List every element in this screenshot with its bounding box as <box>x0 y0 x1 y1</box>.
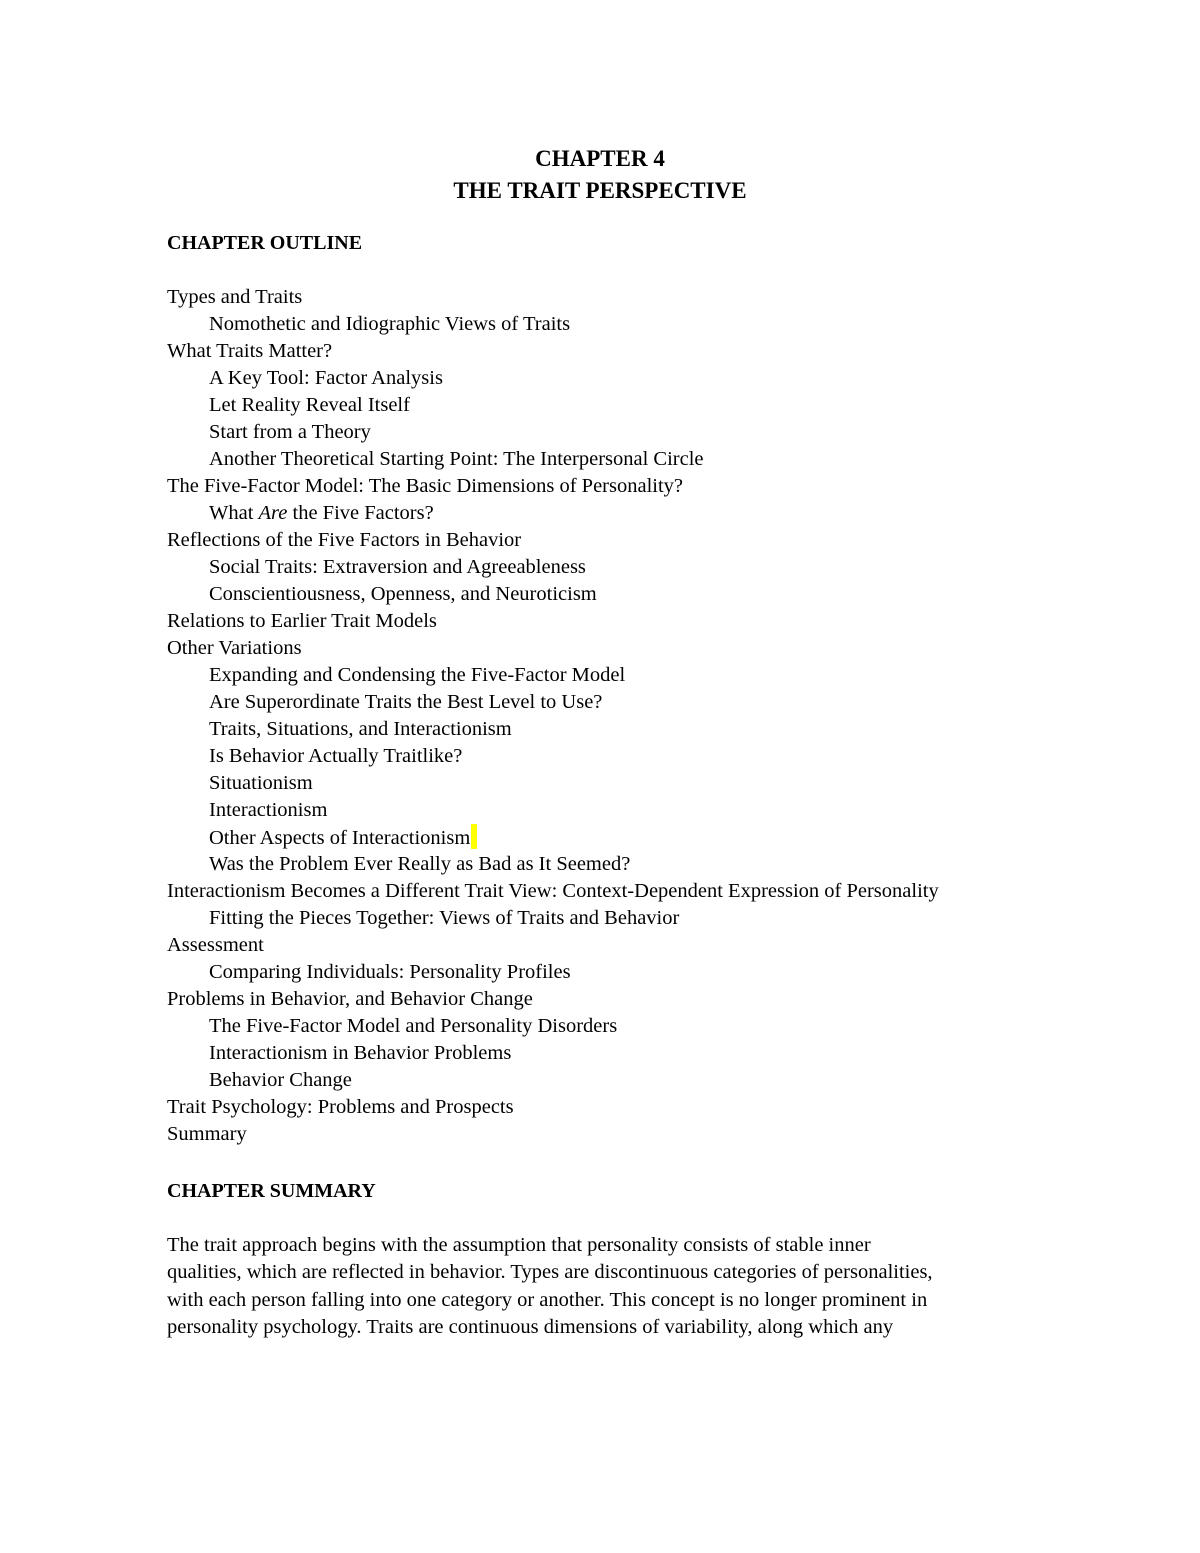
outline-subitem <box>167 554 1167 581</box>
outline-subitem <box>167 716 1167 743</box>
outline-subitem <box>167 500 1167 527</box>
outline-item <box>167 338 1167 365</box>
outline-subitem <box>167 689 1167 716</box>
outline-subitem <box>167 1040 1167 1067</box>
outline-item <box>167 473 1167 500</box>
outline-subitem <box>167 581 1167 608</box>
summary-heading: CHAPTER SUMMARY <box>167 1180 376 1202</box>
outline-subitem <box>167 743 1167 770</box>
outline-item-text: Summary <box>167 1123 247 1145</box>
outline-item-text: Another Theoretical Starting Point: The Interpersonal Circle <box>209 448 704 470</box>
outline-item <box>167 932 1167 959</box>
outline-item-text: Expanding and Condensing the Five-Factor Model <box>209 664 626 686</box>
outline-subitem <box>167 851 1167 878</box>
outline-item-text: Let Reality Reveal Itself <box>209 394 410 416</box>
outline-item-text: What Traits Matter? <box>167 340 333 362</box>
outline-item-text: Was the Problem Ever Really as Bad as It Seemed? <box>209 853 631 875</box>
outline-item <box>167 527 1167 554</box>
outline-item-text: Assessment <box>167 934 264 956</box>
outline-item-text: The Five-Factor Model: The Basic Dimensions of Personality? <box>167 475 684 497</box>
outline-subitem <box>167 365 1167 392</box>
summary-line: qualities, which are reflected in behavior. Types are discontinuous categories of personalities, <box>167 1261 933 1284</box>
outline-item-text: Social Traits: Extraversion and Agreeableness <box>209 556 586 578</box>
outline-item <box>167 1094 1167 1121</box>
outline-subitem <box>167 1067 1167 1094</box>
outline-item-text: Interactionism <box>209 799 328 821</box>
outline-subitem <box>167 905 1167 932</box>
outline-subitem <box>167 1013 1167 1040</box>
outline-item-emphasis: Are <box>258 502 288 524</box>
summary-body <box>167 1232 1047 1342</box>
outline-item <box>167 1121 1167 1148</box>
outline-item <box>167 635 1167 662</box>
outline-item <box>167 986 1167 1013</box>
outline-item-text: Comparing Individuals: Personality Profiles <box>209 961 571 983</box>
outline-item-text: Interactionism Becomes a Different Trait View: Context-Dependent Expression of Personality <box>167 880 939 902</box>
chapter-heading <box>0 143 1200 207</box>
summary-line: The trait approach begins with the assumption that personality consists of stable inner <box>167 1234 871 1256</box>
summary-line: with each person falling into one category or another. This concept is no longer prominent in <box>167 1288 928 1311</box>
outline-subitem <box>167 311 1167 338</box>
outline-item <box>167 878 1167 905</box>
outline-item-text: Fitting the Pieces Together: Views of Traits and Behavior <box>209 907 680 929</box>
outline-item <box>167 608 1167 635</box>
outline-item-text: What <box>209 502 259 524</box>
outline-item-text: Reflections of the Five Factors in Behavior <box>167 529 522 551</box>
outline-subitem <box>167 770 1167 797</box>
outline-subitem <box>167 824 1167 851</box>
outline-subitem <box>167 392 1167 419</box>
outline-item-text: Is Behavior Actually Traitlike? <box>209 745 463 767</box>
outline-subitem <box>167 446 1167 473</box>
outline-item-text: Types and Traits <box>167 286 303 308</box>
text-highlight-marker <box>471 824 477 849</box>
outline-item-text: the Five Factors? <box>287 502 434 524</box>
outline-heading: CHAPTER OUTLINE <box>167 232 363 254</box>
outline-item-text: Other Aspects of Interactionism <box>209 827 471 849</box>
outline-subitem <box>167 419 1167 446</box>
outline-item-text: Problems in Behavior, and Behavior Change <box>167 988 533 1010</box>
summary-line: personality psychology. Traits are continuous dimensions of variability, along which any <box>167 1316 894 1339</box>
outline-item-text: Trait Psychology: Problems and Prospects <box>167 1096 514 1118</box>
outline-item <box>167 284 1167 311</box>
chapter-number: CHAPTER 4 <box>535 146 665 171</box>
outline-item-text: Behavior Change <box>209 1069 352 1091</box>
outline-item-text: Are Superordinate Traits the Best Level to Use? <box>209 691 603 713</box>
outline-item-text: The Five-Factor Model and Personality Disorders <box>209 1015 618 1037</box>
outline-item-text: A Key Tool: Factor Analysis <box>209 367 443 389</box>
chapter-outline <box>167 284 1167 1148</box>
outline-item-text: Relations to Earlier Trait Models <box>167 610 437 632</box>
outline-item-text: Traits, Situations, and Interactionism <box>209 718 512 740</box>
chapter-title: THE TRAIT PERSPECTIVE <box>453 178 747 203</box>
outline-subitem <box>167 662 1167 689</box>
outline-item-text: Situationism <box>209 772 313 794</box>
outline-subitem <box>167 797 1167 824</box>
outline-item-text: Nomothetic and Idiographic Views of Traits <box>209 313 571 335</box>
outline-item-text: Conscientiousness, Openness, and Neuroticism <box>209 583 597 605</box>
outline-subitem <box>167 959 1167 986</box>
outline-item-text: Interactionism in Behavior Problems <box>209 1042 512 1064</box>
outline-item-text: Other Variations <box>167 637 302 659</box>
outline-item-text: Start from a Theory <box>209 421 371 443</box>
